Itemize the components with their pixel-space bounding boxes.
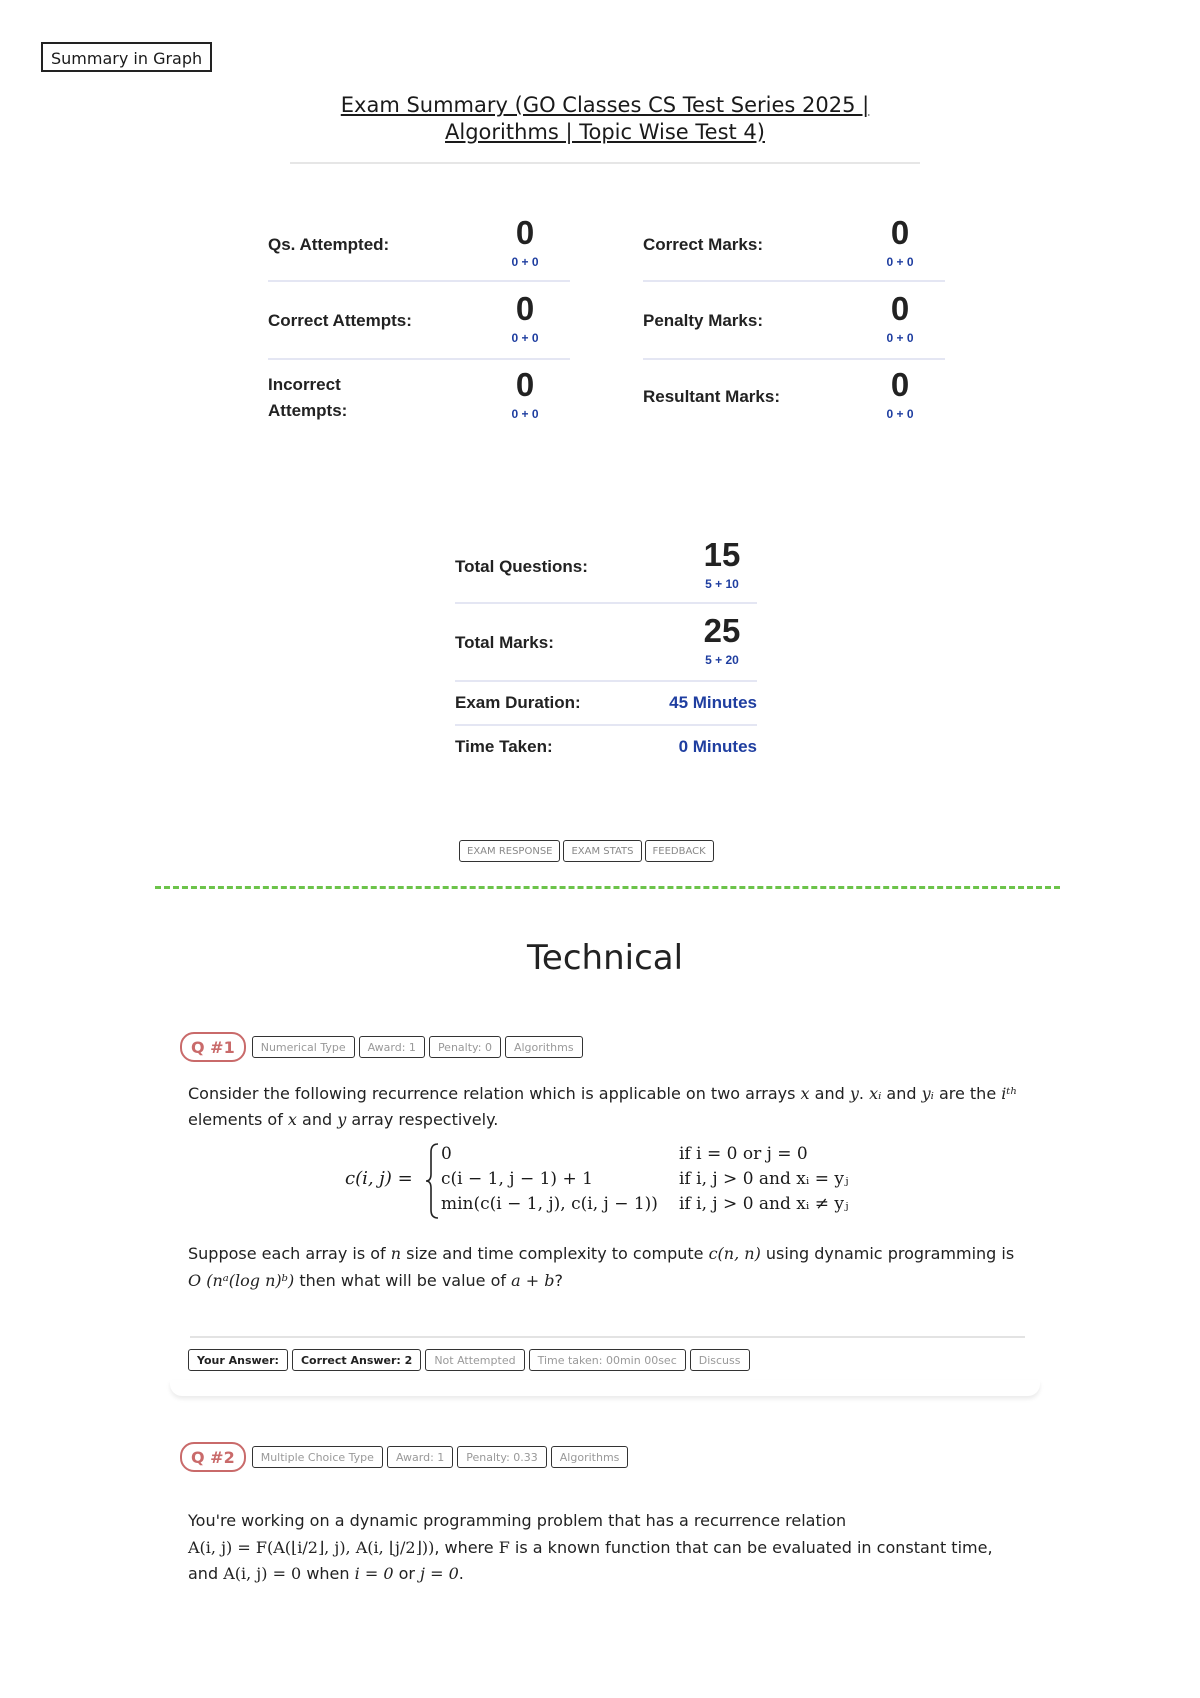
tab-exam-response[interactable]: EXAM RESPONSE xyxy=(459,840,560,862)
q1-text: size and time complexity to compute xyxy=(401,1244,709,1263)
q1-answer-row xyxy=(188,1349,754,1371)
stat-label: Total Questions: xyxy=(455,557,588,576)
attempt-status-badge: Not Attempted xyxy=(425,1349,524,1371)
stat-resultant-marks xyxy=(643,360,945,438)
question-type-tag: Numerical Type xyxy=(252,1036,355,1058)
q2-body xyxy=(188,1508,1068,1588)
exam-summary-title: Exam Summary (GO Classes CS Test Series 2025 | Algorithms | Topic Wise Test 4) xyxy=(340,93,870,144)
math-symbol: A(i, j) = 0 xyxy=(223,1564,302,1583)
stat-value: 0 xyxy=(890,214,910,251)
q1-text: ? xyxy=(554,1271,563,1290)
case-cond: if i = 0 or j = 0 xyxy=(679,1144,808,1164)
stat-sub: 5 + 10 xyxy=(705,577,739,591)
tab-exam-stats[interactable]: EXAM STATS xyxy=(563,840,641,862)
math-symbol: i = 0 xyxy=(354,1564,394,1583)
q1-body xyxy=(188,1081,1048,1133)
discuss-button[interactable]: Discuss xyxy=(690,1349,750,1371)
math-symbol: x xyxy=(800,1084,810,1103)
q1-text: and xyxy=(809,1084,850,1103)
cases-expressions xyxy=(441,1142,658,1217)
title-divider xyxy=(290,162,920,164)
award-tag: Award: 1 xyxy=(387,1446,453,1468)
question-number: Q #1 xyxy=(180,1032,246,1062)
math-symbol: O (nᵃ(log n)ᵇ) xyxy=(188,1271,295,1290)
q1-text: then what will be value of xyxy=(294,1271,512,1290)
q1-text: array respectively. xyxy=(346,1110,499,1129)
question-type-tag: Multiple Choice Type xyxy=(252,1446,383,1468)
left-brace xyxy=(425,1142,441,1220)
math-symbol: a + b xyxy=(511,1271,555,1290)
math-symbol: A(i, j) = F(A(⌊i/2⌋, j), A(i, ⌊j/2⌋)) xyxy=(188,1537,435,1557)
answer-divider xyxy=(190,1336,1025,1338)
topic-tag: Algorithms xyxy=(505,1036,583,1058)
stat-label: Incorrect Attempts: xyxy=(268,375,348,420)
math-symbol: c(n, n) xyxy=(708,1244,761,1263)
math-symbol: n xyxy=(390,1244,402,1263)
q2-text: or xyxy=(393,1564,421,1583)
stat-value: 0 xyxy=(890,290,910,327)
award-tag: Award: 1 xyxy=(359,1036,425,1058)
q1-header xyxy=(180,1032,587,1062)
stat-label: Penalty Marks: xyxy=(643,311,763,330)
stat-value: 25 xyxy=(703,612,741,649)
stat-correct-marks xyxy=(643,208,945,282)
recurrence-equation xyxy=(345,1142,905,1220)
tab-feedback[interactable]: FEEDBACK xyxy=(645,840,714,862)
math-symbol: x xyxy=(287,1110,297,1129)
stat-label: Correct Marks: xyxy=(643,235,763,254)
q2-text: and xyxy=(188,1564,224,1583)
q2-text: . xyxy=(458,1564,464,1583)
stat-sub: 0 + 0 xyxy=(511,407,539,421)
question-card-edge xyxy=(170,1380,1040,1396)
cases-conditions xyxy=(679,1142,848,1217)
stat-sub: 5 + 20 xyxy=(705,653,739,667)
stat-total-marks xyxy=(455,606,757,682)
stat-value: 0 xyxy=(515,366,535,403)
q1-text: and xyxy=(296,1110,338,1129)
q1-body-2 xyxy=(188,1240,1048,1294)
stat-label: Qs. Attempted: xyxy=(268,235,390,254)
math-symbol: iᵗʰ xyxy=(1001,1084,1018,1103)
stat-sub: 0 + 0 xyxy=(886,407,914,421)
penalty-tag: Penalty: 0 xyxy=(429,1036,501,1058)
topic-tag: Algorithms xyxy=(551,1446,629,1468)
exam-tabs xyxy=(459,840,717,862)
math-symbol: y xyxy=(337,1110,347,1129)
stat-exam-duration xyxy=(455,682,757,726)
q1-text: Consider the following recurrence relation which is applicable on two arrays xyxy=(188,1084,801,1103)
math-symbol: j = 0 xyxy=(420,1564,459,1583)
stat-correct-attempts xyxy=(268,284,570,360)
stat-qs-attempted xyxy=(268,208,570,282)
math-symbol: yᵢ xyxy=(921,1084,934,1103)
q1-text: elements of xyxy=(188,1110,288,1129)
stat-value: 15 xyxy=(703,536,741,573)
stat-value: 45 Minutes xyxy=(669,693,757,712)
stat-label: Total Marks: xyxy=(455,633,554,652)
stat-sub: 0 + 0 xyxy=(511,331,539,345)
q1-text: and xyxy=(881,1084,922,1103)
stat-label: Time Taken: xyxy=(455,737,553,756)
your-answer-badge: Your Answer: xyxy=(188,1349,288,1371)
q2-text: is a known function that can be evaluated in constant time, xyxy=(509,1537,993,1557)
q1-text: are the xyxy=(933,1084,1002,1103)
q2-text: when xyxy=(301,1564,355,1583)
math-symbol: xᵢ xyxy=(869,1084,882,1103)
question-number: Q #2 xyxy=(180,1442,246,1472)
stat-value: 0 xyxy=(890,366,910,403)
stat-label: Exam Duration: xyxy=(455,693,581,712)
section-divider xyxy=(155,886,1060,889)
stat-sub: 0 + 0 xyxy=(886,255,914,269)
case-expr: 0 xyxy=(441,1144,452,1164)
stat-sub: 0 + 0 xyxy=(886,331,914,345)
section-title: Technical xyxy=(526,938,684,978)
stat-label: Resultant Marks: xyxy=(643,387,780,406)
stat-value: 0 xyxy=(515,290,535,327)
stat-penalty-marks xyxy=(643,284,945,360)
correct-answer-badge: Correct Answer: 2 xyxy=(292,1349,421,1371)
case-cond: if i, j > 0 and xᵢ = yⱼ xyxy=(679,1169,849,1189)
stat-incorrect-attempts xyxy=(268,360,570,438)
case-expr: min(c(i − 1, j), c(i, j − 1)) xyxy=(441,1194,658,1214)
stat-sub: 0 + 0 xyxy=(511,255,539,269)
case-cond: if i, j > 0 and xᵢ ≠ yⱼ xyxy=(679,1194,849,1214)
summary-in-graph-button[interactable]: Summary in Graph xyxy=(41,42,212,72)
stat-label: Correct Attempts: xyxy=(268,311,412,330)
q1-text: using dynamic programming is xyxy=(760,1244,1015,1263)
stat-value: 0 Minutes xyxy=(678,737,757,756)
time-taken-badge: Time taken: 00min 00sec xyxy=(529,1349,686,1371)
equation-lhs: c(i, j) = xyxy=(345,1168,413,1189)
stat-value: 0 xyxy=(515,214,535,251)
stat-total-questions xyxy=(455,530,757,604)
math-symbol: y xyxy=(849,1084,859,1103)
q2-header xyxy=(180,1442,632,1472)
case-expr: c(i − 1, j − 1) + 1 xyxy=(441,1169,593,1189)
q2-text: , where xyxy=(434,1537,499,1557)
penalty-tag: Penalty: 0.33 xyxy=(457,1446,547,1468)
q2-text: You're working on a dynamic programming problem that has a recurrence relation xyxy=(188,1511,847,1530)
q1-text: . xyxy=(858,1084,870,1103)
stat-time-taken xyxy=(455,726,757,770)
math-symbol: F xyxy=(498,1537,510,1557)
q1-text: Suppose each array is of xyxy=(188,1244,391,1263)
